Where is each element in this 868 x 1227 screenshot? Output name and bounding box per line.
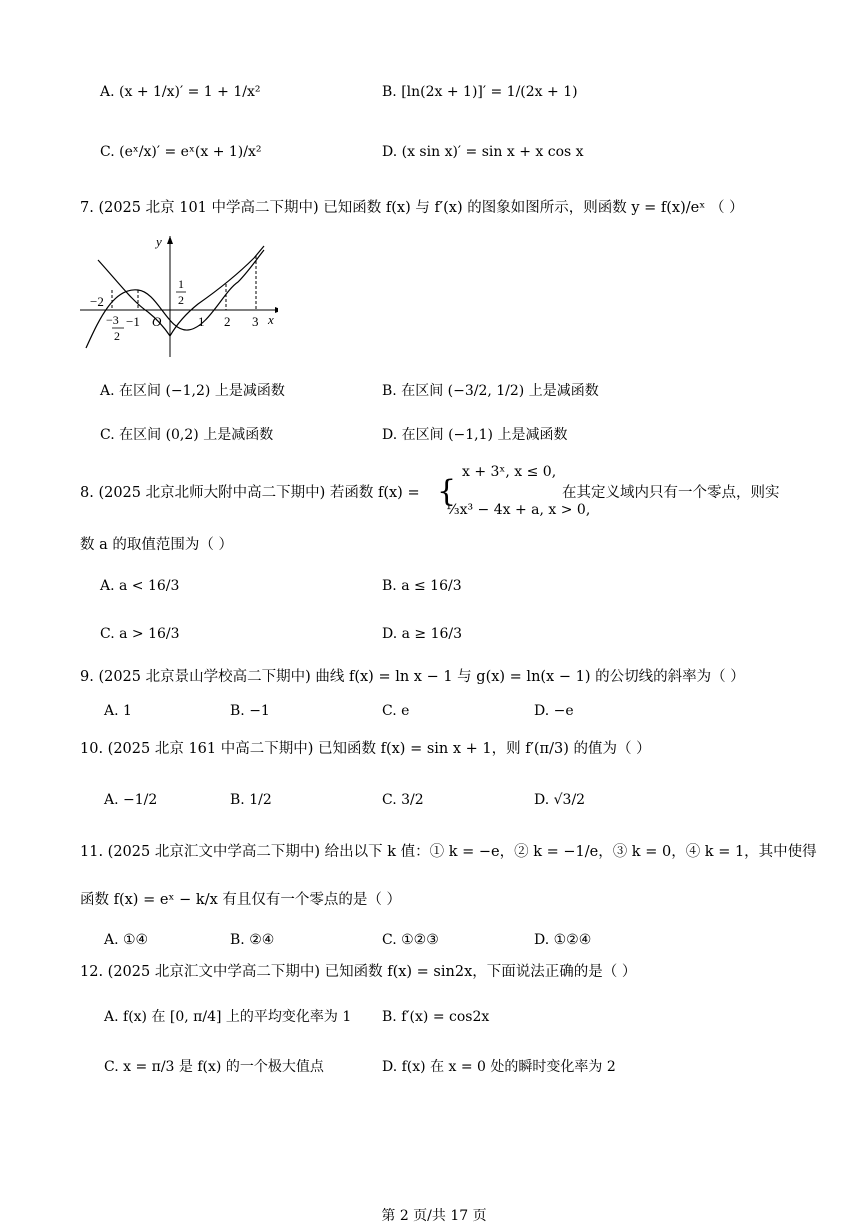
- q7-option-a: A. 在区间 (−1,2) 上是减函数: [100, 383, 285, 399]
- q8-stem-post: 在其定义域内只有一个零点，则实: [562, 485, 780, 501]
- tick-neg3-denominator: 2: [114, 329, 120, 343]
- origin-label: O: [152, 314, 162, 329]
- q8-case-1: x + 3ˣ, x ≤ 0,: [462, 464, 557, 480]
- q9-stem: 9. (2025 北京景山学校高二下期中) 曲线 f(x) = ln x − 1 与 g(x) = ln(x − 1) 的公切线的斜率为（ ）: [80, 669, 745, 685]
- q9-option-c: C. e: [382, 703, 410, 719]
- q12-option-c: C. x = π/3 是 f(x) 的一个极大值点: [104, 1059, 324, 1075]
- q10-option-c: C. 3/2: [382, 792, 424, 808]
- function-curve: [86, 250, 264, 348]
- q8-stem: 8. (2025 北京北师大附中高二下期中) 若函数 f(x) =: [80, 485, 420, 501]
- tick-half-numerator: 1: [178, 277, 184, 291]
- q8-option-b: B. a ≤ 16/3: [382, 578, 462, 594]
- tick-neg2: −2: [90, 294, 104, 309]
- q11-option-a: A. ①④: [104, 932, 149, 948]
- q6-option-c: C. (eˣ/x)′ = eˣ(x + 1)/x²: [100, 144, 262, 160]
- q11-option-c: C. ①②③: [382, 932, 439, 948]
- q8-brace: {: [437, 474, 457, 509]
- q8-option-c: C. a > 16/3: [100, 626, 180, 642]
- derivative-curve: [98, 246, 264, 336]
- q9-option-a: A. 1: [104, 703, 132, 719]
- q12-option-b: B. f′(x) = cos2x: [382, 1009, 490, 1025]
- q8-stem-line2: 数 a 的取值范围为（ ）: [80, 537, 233, 553]
- y-axis-arrow: [167, 236, 173, 244]
- q11-stem: 11. (2025 北京汇文中学高二下期中) 给出以下 k 值：① k = −e，② k = −1/e，③ k = 0，④ k = 1，其中使得: [80, 844, 817, 860]
- q8-option-a: A. a < 16/3: [100, 578, 180, 594]
- q10-option-a: A. −1/2: [104, 792, 158, 808]
- page-footer: 第 2 页/共 17 页: [381, 1208, 487, 1224]
- q9-option-d: D. −e: [534, 703, 574, 719]
- q9-option-b: B. −1: [230, 703, 270, 719]
- tick-neg1: −1: [126, 314, 140, 329]
- q10-stem: 10. (2025 北京 161 中高二下期中) 已知函数 f(x) = sin x + 1，则 f′(π/3) 的值为（ ）: [80, 741, 651, 757]
- q6-option-a: A. (x + 1/x)′ = 1 + 1/x²: [100, 84, 261, 100]
- q10-option-b: B. 1/2: [230, 792, 272, 808]
- q11-option-d: D. ①②④: [534, 932, 592, 948]
- q11-option-b: B. ②④: [230, 932, 275, 948]
- tick-half-denominator: 2: [178, 293, 184, 307]
- q6-option-d: D. (x sin x)′ = sin x + x cos x: [382, 144, 584, 160]
- x-axis-arrow: [275, 307, 278, 313]
- q11-stem-line2: 函数 f(x) = eˣ − k/x 有且仅有一个零点的是（ ）: [80, 892, 401, 908]
- q7-option-d: D. 在区间 (−1,1) 上是减函数: [382, 427, 568, 443]
- tick-2: 2: [224, 314, 231, 329]
- q12-stem: 12. (2025 北京汇文中学高二下期中) 已知函数 f(x) = sin2x，下面说法正确的是（ ）: [80, 964, 637, 980]
- q6-option-b: B. [ln(2x + 1)]′ = 1/(2x + 1): [382, 84, 578, 100]
- tick-1: 1: [198, 314, 205, 329]
- q7-option-c: C. 在区间 (0,2) 上是减函数: [100, 427, 274, 443]
- tick-3: 3: [252, 314, 259, 329]
- tick-neg3-numerator: −3: [106, 313, 119, 327]
- q10-option-d: D. √3/2: [534, 792, 586, 808]
- q12-option-d: D. f(x) 在 x = 0 处的瞬时变化率为 2: [382, 1059, 616, 1075]
- y-label: y: [156, 234, 162, 249]
- q7-stem: 7. (2025 北京 101 中学高二下期中) 已知函数 f(x) 与 f′(x) 的图象如图所示，则函数 y = f(x)/eˣ （ ）: [80, 200, 744, 216]
- q8-option-d: D. a ≥ 16/3: [382, 626, 463, 642]
- q8-case-2: ⅓x³ − 4x + a, x > 0,: [446, 502, 591, 518]
- q7-function-graph: [78, 232, 278, 362]
- q7-option-b: B. 在区间 (−3/2, 1/2) 上是减函数: [382, 383, 599, 399]
- q12-option-a: A. f(x) 在 [0, π/4] 上的平均变化率为 1: [104, 1009, 352, 1025]
- x-label: x: [268, 312, 274, 327]
